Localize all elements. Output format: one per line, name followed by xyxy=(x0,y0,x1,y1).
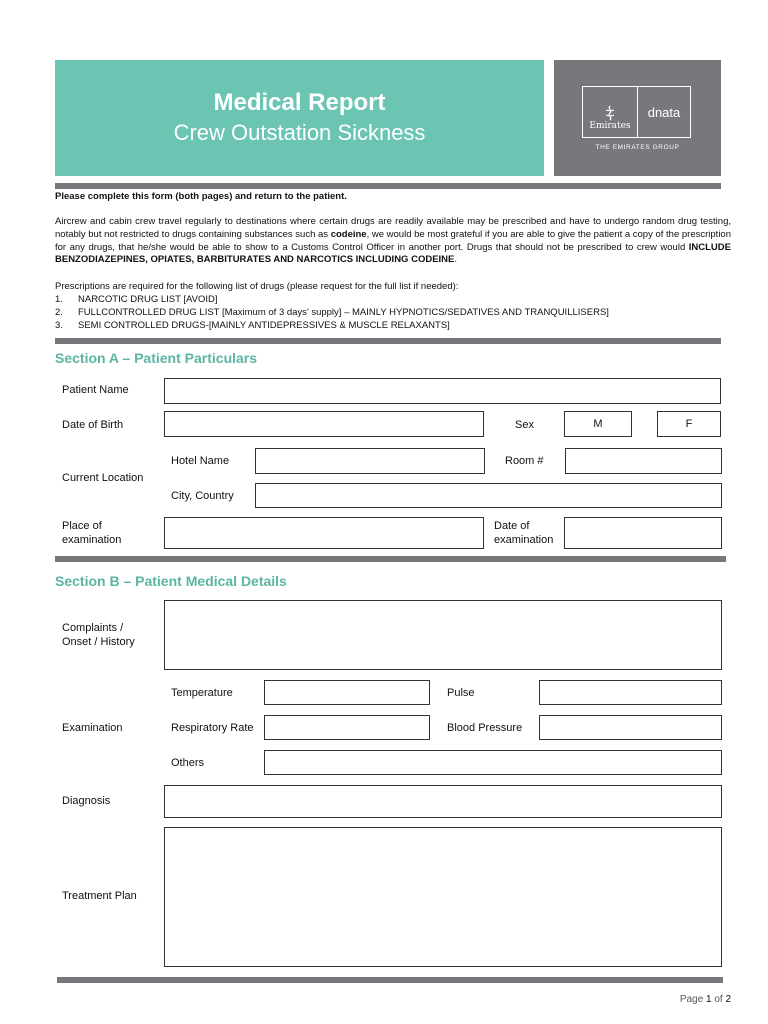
treatment-plan-field[interactable] xyxy=(164,827,722,967)
emirates-emblem-icon xyxy=(602,105,618,121)
city-country-field[interactable] xyxy=(255,483,722,508)
temperature-label: Temperature xyxy=(171,687,233,699)
list-item: 2. FULLCONTROLLED DRUG LIST [Maximum of 3 days’ supply] – MAINLY HYPNOTICS/SEDATIVES AND TRANQUILLISERS] xyxy=(55,306,609,318)
list-item: 1. NARCOTIC DRUG LIST [AVOID] xyxy=(55,294,218,305)
report-subtitle: Crew Outstation Sickness xyxy=(173,120,426,145)
date-of-birth-field[interactable] xyxy=(164,411,484,437)
divider xyxy=(55,183,721,189)
page-number: Page 1 of 2 xyxy=(679,994,731,1005)
others-label: Others xyxy=(171,757,205,769)
complaints-label: Complaints / Onset / History xyxy=(62,622,135,648)
divider xyxy=(55,556,726,562)
report-title-banner xyxy=(55,60,544,176)
patient-name-label: Patient Name xyxy=(62,384,129,396)
intro-paragraph: Aircrew and cabin crew travel regularly to destinations where certain drugs are readily available may be prescribed and have to undergo random drug testing, notably but not restricted to drugs containing substances such as codeine, we would be most grateful if you are able to give the patient a copy of the prescription for any drugs, that he/she would be able to show to a Customs Control Officer in another port. Drugs that should not be prescribed to crew would INCLUDE BENZODIAZEPINES, OPIATES, BARBITURATES AND NARCOTICS INCLUDING CODEINE. xyxy=(55,216,731,266)
patient-name-field[interactable] xyxy=(164,378,721,404)
pulse-field[interactable] xyxy=(539,680,722,705)
sex-male-option[interactable]: M xyxy=(564,411,632,437)
others-field[interactable] xyxy=(264,750,722,775)
logo xyxy=(582,86,691,138)
complaints-field[interactable] xyxy=(164,600,722,670)
drug-list xyxy=(55,294,731,332)
logo-panel xyxy=(554,60,721,176)
date-of-examination-label: Date of examination xyxy=(494,520,554,546)
diagnosis-label: Diagnosis xyxy=(62,795,111,807)
treatment-plan-label: Treatment Plan xyxy=(62,890,137,902)
hotel-name-field[interactable] xyxy=(255,448,485,474)
pulse-label: Pulse xyxy=(447,687,475,699)
place-of-examination-field[interactable] xyxy=(164,517,484,549)
logo-dnata-text: dnata xyxy=(647,104,681,120)
drug-list-intro: Prescriptions are required for the following list of drugs (please request for the full list if needed): xyxy=(55,281,459,292)
examination-label: Examination xyxy=(62,722,123,734)
hotel-name-label: Hotel Name xyxy=(171,455,230,467)
report-title: Medical Report xyxy=(213,89,386,116)
date-of-birth-label: Date of Birth xyxy=(62,419,124,431)
place-of-examination-label: Place of examination xyxy=(62,520,122,546)
current-location-label: Current Location xyxy=(62,472,144,484)
sex-female-option[interactable]: F xyxy=(657,411,721,437)
temperature-field[interactable] xyxy=(264,680,430,705)
blood-pressure-field[interactable] xyxy=(539,715,722,740)
blood-pressure-label: Blood Pressure xyxy=(447,722,523,734)
logo-group-text: THE EMIRATES GROUP xyxy=(595,144,680,151)
divider xyxy=(57,977,723,983)
divider xyxy=(55,338,721,344)
diagnosis-field[interactable] xyxy=(164,785,722,818)
city-country-label: City, Country xyxy=(171,490,234,502)
room-field[interactable] xyxy=(565,448,722,474)
logo-emirates-text: Emirates xyxy=(589,121,631,131)
respiratory-rate-field[interactable] xyxy=(264,715,430,740)
section-a-heading: Section A – Patient Particulars xyxy=(55,350,258,366)
date-of-examination-field[interactable] xyxy=(564,517,722,549)
room-label: Room # xyxy=(505,455,544,467)
section-b-heading: Section B – Patient Medical Details xyxy=(55,573,287,589)
respiratory-rate-label: Respiratory Rate xyxy=(171,722,254,734)
list-item: 3. SEMI CONTROLLED DRUGS-[MAINLY ANTIDEPRESSIVES & MUSCLE RELAXANTS] xyxy=(55,319,450,331)
sex-label: Sex xyxy=(515,419,534,431)
instruction-text: Please complete this form (both pages) and return to the patient. xyxy=(55,191,347,202)
